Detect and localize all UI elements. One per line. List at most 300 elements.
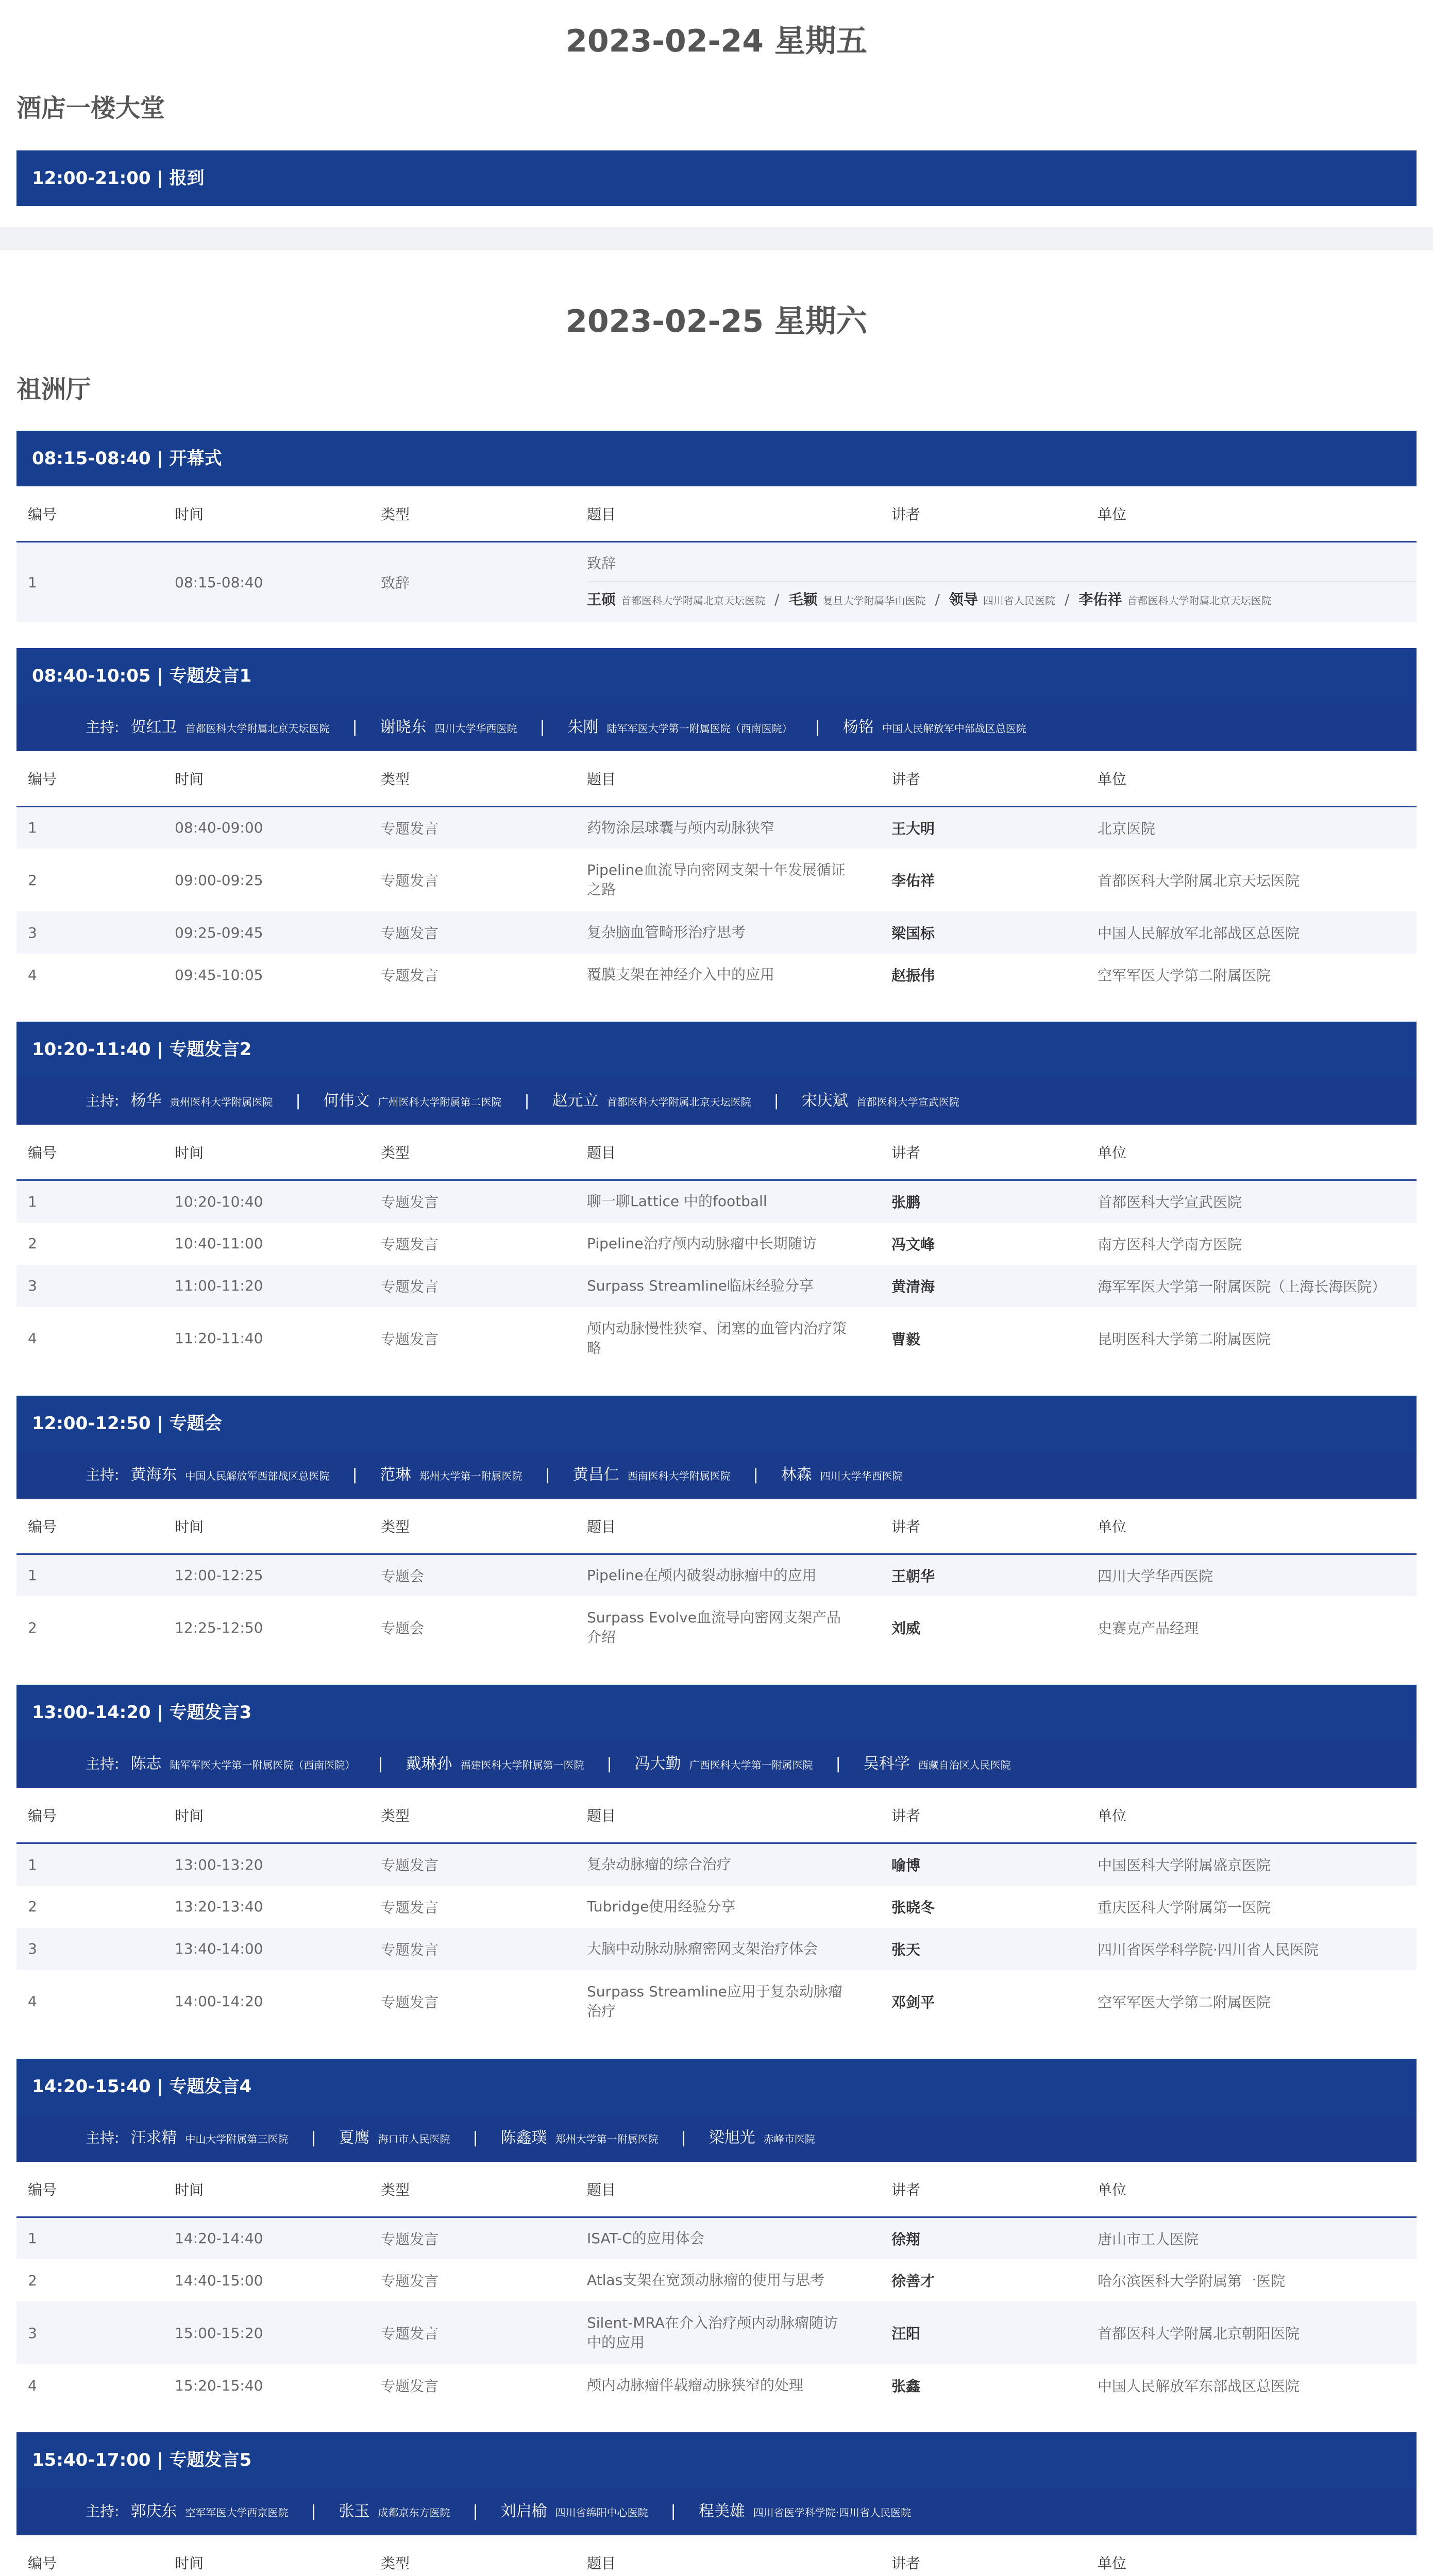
cell-no: 4 — [28, 966, 37, 984]
col-header-unit: 单位 — [1086, 1125, 1417, 1180]
chair-separator: | — [773, 1092, 779, 1110]
chair-item — [273, 1077, 501, 1125]
cell-time: 09:00-09:25 — [175, 871, 263, 889]
cell-no: 1 — [16, 2217, 163, 2259]
chair-item — [130, 1077, 273, 1125]
cell-speaker: 梁国标 — [880, 911, 1086, 954]
chair-bar — [16, 1077, 1417, 1125]
chair-unit: 中山大学附属第三医院 — [185, 2132, 289, 2145]
cell-topic — [576, 2301, 880, 2364]
cell-type: 专题发言 — [381, 967, 439, 984]
cell-no: 4 — [28, 1330, 37, 1347]
cell-type: 专题发言 — [369, 1265, 576, 1307]
col-header-unit: 单位 — [1086, 751, 1417, 807]
cell-topic — [576, 1554, 880, 1596]
topic-text: 颅内动脉瘤伴载瘤动脉狭窄的处理 — [587, 2377, 804, 2394]
cell-unit: 首都医科大学宣武医院 — [1086, 1180, 1417, 1223]
cell-no: 1 — [16, 806, 163, 849]
sessions-list — [0, 622, 1433, 2576]
table-row — [16, 806, 1417, 849]
chair-item — [130, 2114, 288, 2162]
chair-item — [584, 1740, 813, 1788]
cell-time: 11:20-11:40 — [175, 1330, 263, 1347]
topic-text: Pipeline在颅内破裂动脉瘤中的应用 — [587, 1566, 817, 1584]
session-header: 14:20-15:40 | 专题发言4 — [16, 2059, 1417, 2114]
col-header-no: 编号 — [16, 1788, 163, 1843]
chair-unit: 空军军医大学西京医院 — [185, 2506, 289, 2519]
cell-time: 15:20-15:40 — [175, 2377, 263, 2394]
opening-topic: 致辞 — [587, 552, 1416, 582]
cell-no: 2 — [28, 1619, 37, 1636]
cell-time: 09:25-09:45 — [163, 911, 369, 954]
session-header: 08:15-08:40 | 开幕式 — [16, 431, 1417, 486]
schedule-table — [16, 1499, 1417, 1659]
col-header-unit: 单位 — [1086, 1788, 1417, 1843]
schedule-table — [16, 751, 1417, 996]
cell-speaker: 邓剑平 — [891, 1993, 935, 2011]
cell-time: 09:45-10:05 — [175, 966, 263, 984]
col-header-no: 编号 — [16, 2535, 163, 2576]
cell-time: 10:40-11:00 — [175, 1235, 263, 1252]
table-row — [16, 1886, 1417, 1928]
cell-unit: 首都医科大学附属北京天坛医院 — [1098, 872, 1300, 889]
schedule-table — [16, 486, 1417, 622]
chair-item — [329, 1451, 522, 1499]
opening-speaker-name: 李佑祥 — [1078, 591, 1122, 608]
topic-text: 大脑中动脉动脉瘤密网支架治疗体会 — [587, 1940, 818, 1957]
table-row — [16, 2217, 1417, 2259]
chair-bar — [16, 2114, 1417, 2162]
chair-name: 陈志 — [130, 1755, 162, 1773]
session-registration — [16, 150, 1417, 206]
cell-speaker: 刘威 — [891, 1620, 921, 1637]
chair-separator: | — [378, 1755, 383, 1773]
chair-item — [751, 1077, 959, 1125]
chair-item — [813, 1740, 1011, 1788]
col-header-speaker: 讲者 — [880, 2535, 1086, 2576]
cell-topic — [576, 1180, 880, 1223]
cell-speaker: 赵振伟 — [891, 967, 935, 984]
cell-time: 13:20-13:40 — [175, 1898, 263, 1915]
chair-bar — [16, 1740, 1417, 1788]
cell-time: 12:25-12:50 — [175, 1619, 263, 1636]
table-row — [16, 1928, 1417, 1970]
cell-type: 专题发言 — [369, 806, 576, 849]
opening-speaker-name: 王硕 — [587, 591, 616, 608]
cell-no: 3 — [16, 2301, 163, 2364]
cell-type: 专题发言 — [381, 1330, 439, 1348]
cell-speaker: 冯文峰 — [891, 1235, 935, 1253]
cell-topic — [576, 954, 880, 996]
cell-no: 1 — [16, 1180, 163, 1223]
chair-unit: 海口市人民医院 — [378, 2132, 450, 2145]
chair-name: 宋庆斌 — [801, 1092, 848, 1110]
col-header-speaker: 讲者 — [880, 751, 1086, 807]
chair-separator: | — [835, 1755, 841, 1773]
chair-label: 主持: — [86, 1755, 120, 1772]
chair-name: 吴科学 — [863, 1755, 910, 1773]
cell-topic — [576, 1307, 880, 1370]
chair-item — [130, 1740, 355, 1788]
topic-text: Atlas支架在宽颈动脉瘤的使用与思考 — [587, 2272, 825, 2289]
chair-label: 主持: — [86, 2503, 120, 2520]
chair-separator: | — [545, 1465, 550, 1484]
cell-unit: 中国医科大学附属盛京医院 — [1086, 1843, 1417, 1886]
chair-unit: 郑州大学第一附属医院 — [555, 2132, 659, 2145]
chair-separator: | — [753, 1465, 758, 1484]
chair-item — [793, 704, 1026, 751]
cell-speaker: 喻博 — [880, 1843, 1086, 1886]
topic-text: 覆膜支架在神经介入中的应用 — [587, 966, 775, 983]
chair-name: 杨铭 — [842, 718, 874, 736]
day-section-2 — [0, 250, 1433, 2576]
topic-text: ISAT-C的应用体会 — [587, 2229, 704, 2247]
cell-unit: 四川大学华西医院 — [1086, 1554, 1417, 1596]
table-row — [16, 1554, 1417, 1596]
chair-item — [648, 2488, 911, 2535]
opening-speaker — [925, 588, 1055, 612]
opening-speaker-name: 毛颖 — [788, 591, 818, 608]
session-block — [16, 648, 1417, 996]
session-opening — [16, 431, 1417, 622]
col-header-type: 类型 — [369, 751, 576, 807]
table-row — [16, 2301, 1417, 2364]
col-header-speaker: 讲者 — [880, 1499, 1086, 1554]
chair-name: 黄海东 — [130, 1465, 177, 1484]
cell-time: 08:15-08:40 — [163, 542, 369, 622]
table-row — [16, 2364, 1417, 2406]
opening-speaker-unit: 首都医科大学附属北京天坛医院 — [621, 595, 766, 607]
topic-text: Surpass Streamline临床经验分享 — [587, 1277, 814, 1294]
cell-speaker: 王大明 — [880, 806, 1086, 849]
cell-topic — [576, 2259, 880, 2301]
topic-text: Pipeline治疗颅内动脉瘤中长期随访 — [587, 1234, 817, 1252]
chair-name: 杨华 — [130, 1092, 162, 1110]
topic-text: Surpass Streamline应用于复杂动脉瘤治疗 — [587, 1982, 842, 2020]
cell-unit: 哈尔滨医科大学附属第一医院 — [1098, 2273, 1286, 2290]
chair-unit: 陆军军医大学第一附属医院（西南医院） — [170, 1759, 356, 1771]
topic-text: Surpass Evolve血流导向密网支架产品介绍 — [587, 1609, 841, 1646]
cell-time: 11:00-11:20 — [163, 1265, 369, 1307]
cell-type: 专题发言 — [369, 2301, 576, 2364]
schedule-table — [16, 2162, 1417, 2407]
chair-unit: 贵州医科大学附属医院 — [170, 1096, 273, 1108]
table-row — [16, 1265, 1417, 1307]
chair-item — [130, 2488, 288, 2535]
cell-no: 2 — [28, 2272, 37, 2289]
cell-speaker: 张鑫 — [891, 2378, 921, 2395]
session-header: 08:40-10:05 | 专题发言1 — [16, 648, 1417, 704]
cell-topic — [576, 2364, 880, 2406]
chair-bar — [16, 704, 1417, 751]
col-header-unit: 单位 — [1086, 2162, 1417, 2217]
cell-type: 专题发言 — [381, 1993, 439, 2011]
opening-speaker-unit: 复旦大学附属华山医院 — [822, 595, 926, 607]
chair-name: 黄昌仁 — [572, 1465, 619, 1484]
chair-item — [329, 704, 517, 751]
chair-name: 夏鹰 — [339, 2128, 370, 2147]
col-header-time: 时间 — [163, 751, 369, 807]
session-header: 12:00-12:50 | 专题会 — [16, 1396, 1417, 1451]
opening-speaker-unit: 四川省人民医院 — [983, 595, 1055, 607]
speaker-separator: / — [1064, 591, 1070, 608]
cell-topic — [576, 806, 880, 849]
cell-no: 4 — [28, 2377, 37, 2394]
opening-speaker-name: 领导 — [949, 591, 978, 608]
chair-separator: | — [540, 718, 545, 736]
chair-unit: 赤峰市医院 — [763, 2132, 815, 2145]
cell-speaker: 徐善才 — [891, 2273, 935, 2290]
chair-unit: 西藏自治区人民医院 — [918, 1759, 1011, 1771]
chair-unit: 四川大学华西医院 — [434, 722, 517, 735]
chair-unit: 四川省医学科学院·四川省人民医院 — [753, 2506, 912, 2519]
cell-topic — [576, 1265, 880, 1307]
cell-unit: 海军军医大学第一附属医院（上海长海医院） — [1086, 1265, 1417, 1307]
chair-unit: 首都医科大学宣武医院 — [856, 1096, 959, 1108]
col-header-time: 时间 — [163, 1125, 369, 1180]
cell-speaker: 张天 — [880, 1928, 1086, 1970]
cell-time: 10:20-10:40 — [163, 1180, 369, 1223]
cell-type: 专题发言 — [369, 2217, 576, 2259]
cell-time: 15:00-15:20 — [163, 2301, 369, 2364]
cell-time: 14:00-14:20 — [175, 1993, 263, 2010]
chair-unit: 广西医科大学第一附属医院 — [689, 1759, 813, 1771]
session-block — [16, 2432, 1417, 2576]
schedule-table — [16, 1125, 1417, 1370]
chair-item — [659, 2114, 815, 2162]
chair-unit: 四川大学华西医院 — [820, 1469, 903, 1482]
chair-separator: | — [352, 718, 358, 736]
topic-text: 复杂脑血管畸形治疗思考 — [587, 924, 746, 941]
session-block — [16, 1022, 1417, 1370]
day-section-1 — [0, 0, 1433, 250]
col-header-type: 类型 — [369, 2535, 576, 2576]
chair-item — [522, 1451, 731, 1499]
cell-no: 2 — [28, 1235, 37, 1252]
col-header-topic: 题目 — [576, 751, 880, 807]
col-header-type: 类型 — [369, 1788, 576, 1843]
cell-topic — [576, 849, 880, 911]
col-header-speaker: 讲者 — [880, 1788, 1086, 1843]
chair-item — [355, 1740, 584, 1788]
chair-name: 朱刚 — [567, 718, 599, 736]
cell-no: 3 — [16, 1265, 163, 1307]
cell-unit: 空军军医大学第二附属医院 — [1098, 967, 1271, 984]
venue-title: 祖洲厅 — [16, 375, 91, 404]
table-row — [16, 954, 1417, 996]
chair-unit: 中国人民解放军中部战区总医院 — [882, 722, 1026, 735]
venue-title: 酒店一楼大堂 — [16, 94, 165, 123]
col-header-speaker: 讲者 — [880, 1125, 1086, 1180]
cell-speaker: 黄清海 — [880, 1265, 1086, 1307]
cell-unit: 中国人民解放军东部战区总医院 — [1098, 2378, 1300, 2395]
cell-no: 1 — [16, 1843, 163, 1886]
table-row — [16, 1223, 1417, 1265]
col-header-time: 时间 — [163, 486, 369, 542]
chair-unit: 郑州大学第一附属医院 — [419, 1469, 522, 1482]
cell-time: 14:20-14:40 — [163, 2217, 369, 2259]
cell-no: 1 — [16, 1554, 163, 1596]
chair-name: 谢晓东 — [380, 718, 427, 736]
cell-speaker: 曹毅 — [891, 1330, 921, 1348]
chair-separator: | — [295, 1092, 301, 1110]
col-header-type: 类型 — [369, 486, 576, 542]
chair-item — [288, 2114, 450, 2162]
cell-unit: 史赛克产品经理 — [1098, 1620, 1199, 1637]
col-header-type: 类型 — [369, 1125, 576, 1180]
topic-text: Silent-MRA在介入治疗颅内动脉瘤随访中的应用 — [587, 2314, 838, 2351]
cell-time: 13:40-14:00 — [163, 1928, 369, 1970]
chair-name: 冯大勤 — [634, 1755, 681, 1773]
cell-speaker: 汪阳 — [880, 2301, 1086, 2364]
cell-no: 2 — [28, 1898, 37, 1915]
speaker-separator: / — [935, 591, 940, 608]
cell-no: 3 — [16, 1928, 163, 1970]
cell-no: 1 — [16, 542, 163, 622]
topic-text: 颅内动脉慢性狭窄、闭塞的血管内治疗策略 — [587, 1319, 847, 1357]
table-row — [16, 911, 1417, 954]
cell-time: 08:40-09:00 — [163, 806, 369, 849]
chair-name: 贺红卫 — [130, 718, 177, 736]
col-header-topic: 题目 — [576, 2162, 880, 2217]
cell-type: 专题发言 — [381, 2273, 439, 2290]
cell-speaker: 李佑祥 — [891, 872, 935, 889]
chair-item — [288, 2488, 450, 2535]
cell-no: 4 — [28, 1993, 37, 2010]
table-row — [16, 2259, 1417, 2301]
table-row — [16, 1970, 1417, 2033]
chair-bar — [16, 2488, 1417, 2535]
col-header-topic: 题目 — [576, 1499, 880, 1554]
cell-speaker: 张晓冬 — [891, 1899, 935, 1916]
cell-type: 专题发言 — [369, 1180, 576, 1223]
cell-type: 专题发言 — [381, 872, 439, 889]
cell-unit: 南方医科大学南方医院 — [1098, 1235, 1242, 1253]
topic-text: Tubridge使用经验分享 — [587, 1897, 736, 1915]
table-row — [16, 849, 1417, 911]
chair-unit: 福建医科大学附属第一医院 — [460, 1759, 584, 1771]
opening-speaker-list — [587, 591, 1271, 608]
chair-name: 郭庆东 — [130, 2502, 177, 2520]
session-block — [16, 2059, 1417, 2407]
col-header-unit: 单位 — [1086, 1499, 1417, 1554]
col-header-topic: 题目 — [576, 1788, 880, 1843]
chair-unit: 西南医科大学附属医院 — [627, 1469, 731, 1482]
col-header-no: 编号 — [16, 486, 163, 542]
chair-separator: | — [473, 2502, 478, 2520]
col-header-no: 编号 — [16, 1499, 163, 1554]
chair-label: 主持: — [86, 718, 120, 736]
cell-time: 12:00-12:25 — [163, 1554, 369, 1596]
cell-unit: 昆明医科大学第二附属医院 — [1098, 1330, 1271, 1348]
cell-speaker: 王朝华 — [880, 1554, 1086, 1596]
cell-topic — [576, 1843, 880, 1886]
cell-topic — [576, 2217, 880, 2259]
chair-name: 张玉 — [339, 2502, 370, 2520]
col-header-unit: 单位 — [1086, 486, 1417, 542]
col-header-topic: 题目 — [576, 1125, 880, 1180]
chair-separator: | — [606, 1755, 612, 1773]
cell-time: 14:40-15:00 — [175, 2272, 263, 2289]
cell-unit: 中国人民解放军北部战区总医院 — [1086, 911, 1417, 954]
cell-unit: 空军军医大学第二附属医院 — [1098, 1993, 1271, 2011]
chair-name: 何伟文 — [323, 1092, 370, 1110]
cell-topic — [576, 911, 880, 954]
col-header-type: 类型 — [369, 2162, 576, 2217]
col-header-speaker: 讲者 — [880, 2162, 1086, 2217]
day-title: 2023-02-24 星期五 — [566, 23, 867, 59]
speaker-separator: / — [774, 591, 780, 608]
chair-separator: | — [352, 1465, 358, 1484]
session-block — [16, 1396, 1417, 1659]
session-header: 13:00-14:20 | 专题发言3 — [16, 1685, 1417, 1740]
table-row — [16, 1307, 1417, 1370]
chair-name: 梁旭光 — [709, 2128, 755, 2147]
chair-item — [450, 2114, 659, 2162]
chair-name: 戴琳孙 — [406, 1755, 452, 1773]
cell-time: 13:00-13:20 — [163, 1843, 369, 1886]
col-header-time: 时间 — [163, 1499, 369, 1554]
chair-bar — [16, 1451, 1417, 1499]
chair-item — [450, 2488, 648, 2535]
session-header: 12:00-21:00 | 报到 — [16, 150, 1417, 206]
session-block — [16, 1685, 1417, 2033]
cell-no: 2 — [28, 871, 37, 889]
chair-separator: | — [311, 2502, 316, 2520]
chair-unit: 陆军军医大学第一附属医院（西南医院） — [606, 722, 793, 735]
chair-unit: 首都医科大学附属北京天坛医院 — [606, 1096, 751, 1108]
cell-topic — [576, 542, 1417, 622]
cell-type: 专题发言 — [369, 1928, 576, 1970]
col-header-no: 编号 — [16, 751, 163, 807]
chair-label: 主持: — [86, 1092, 120, 1109]
col-header-topic: 题目 — [576, 2535, 880, 2576]
chair-separator: | — [473, 2128, 478, 2147]
cell-topic — [576, 1886, 880, 1928]
cell-type: 专题发言 — [381, 2378, 439, 2395]
cell-unit: 首都医科大学附属北京朝阳医院 — [1086, 2301, 1417, 2364]
table-row — [16, 1180, 1417, 1223]
chair-item — [731, 1451, 903, 1499]
topic-text: Pipeline血流导向密网支架十年发展循证之路 — [587, 861, 846, 898]
chair-separator: | — [815, 718, 820, 736]
chair-unit: 四川省绵阳中心医院 — [555, 2506, 648, 2519]
chair-separator: | — [681, 2128, 686, 2147]
chair-name: 汪求精 — [130, 2128, 177, 2147]
chair-separator: | — [524, 1092, 530, 1110]
cell-unit: 唐山市工人医院 — [1086, 2217, 1417, 2259]
topic-text: 药物涂层球囊与颅内动脉狭窄 — [587, 819, 775, 836]
opening-speaker — [765, 588, 925, 612]
col-header-unit: 单位 — [1086, 2535, 1417, 2576]
chair-name: 刘启榆 — [500, 2502, 547, 2520]
chair-name: 赵元立 — [552, 1092, 599, 1110]
cell-topic — [576, 1596, 880, 1659]
chair-name: 陈鑫璞 — [500, 2128, 547, 2147]
cell-topic — [576, 1928, 880, 1970]
table-row — [16, 1596, 1417, 1659]
chair-name: 林森 — [781, 1465, 812, 1484]
chair-name: 范琳 — [380, 1465, 411, 1484]
cell-type: 专题发言 — [381, 1899, 439, 1916]
cell-type: 专题会 — [381, 1620, 425, 1637]
opening-speaker — [587, 588, 765, 612]
topic-text: 聊一聊Lattice 中的football — [587, 1193, 767, 1210]
chair-item — [130, 704, 329, 751]
chair-item — [517, 704, 793, 751]
chair-unit: 成都京东方医院 — [378, 2506, 450, 2519]
col-header-time: 时间 — [163, 1788, 369, 1843]
